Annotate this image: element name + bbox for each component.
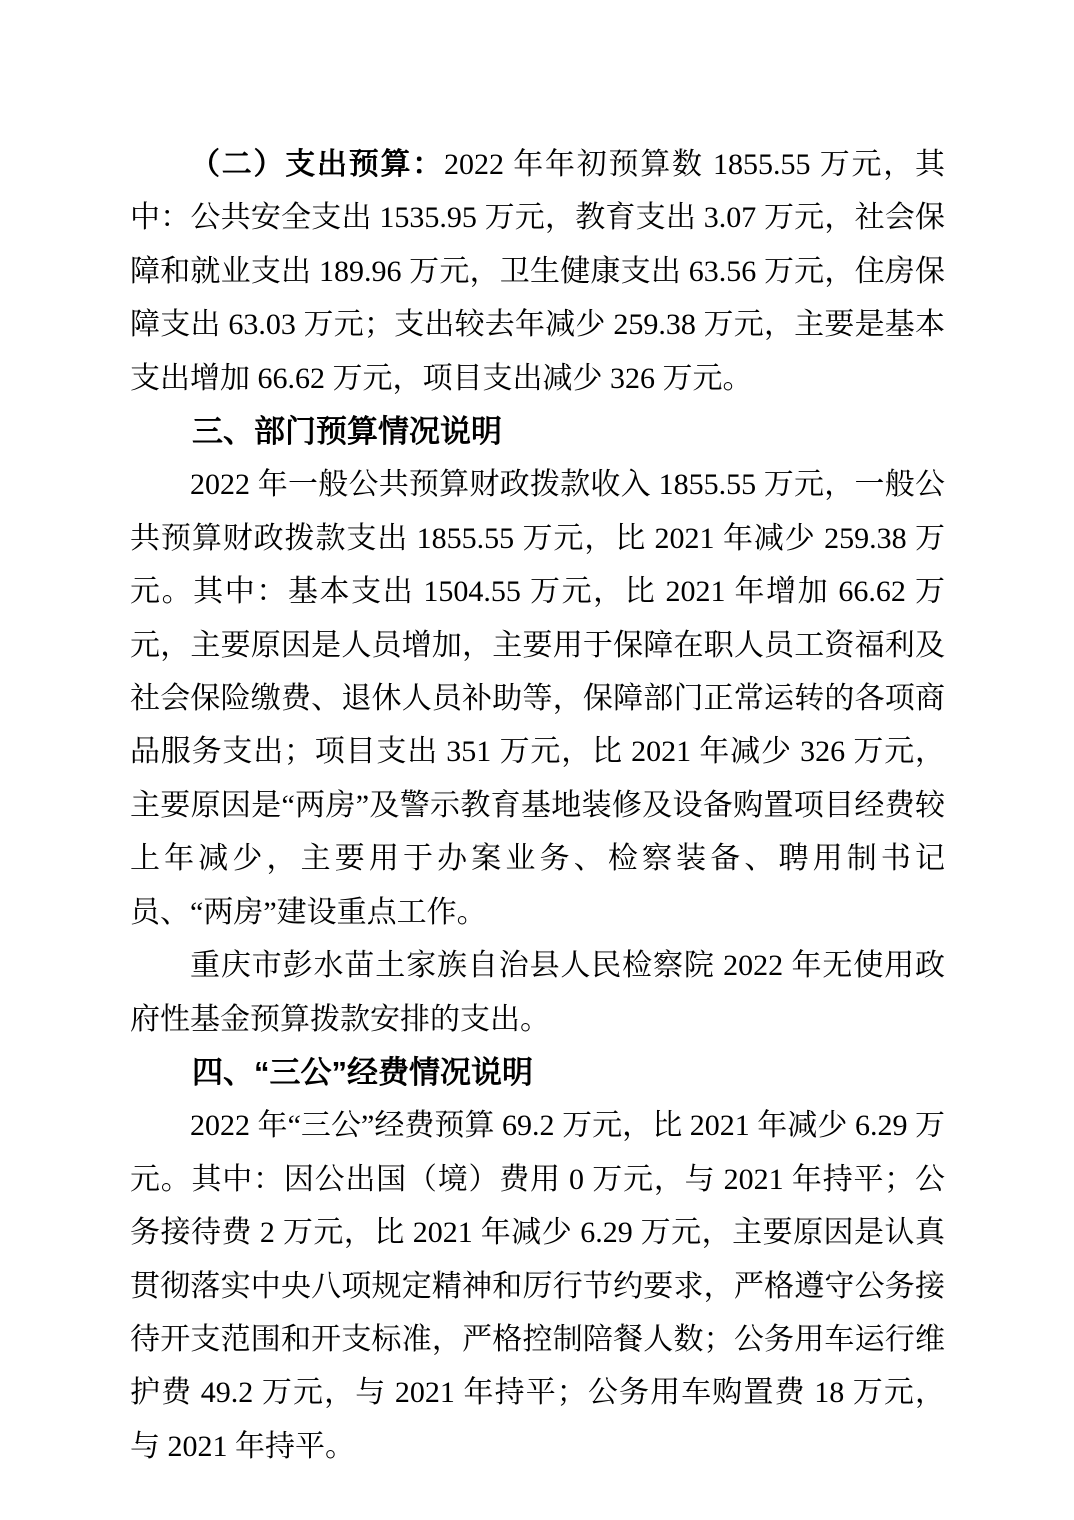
paragraph-budget-explanation: 2022 年一般公共预算财政拨款收入 1855.55 万元，一般公共预算财政拨款支出 1855.55 万元，比 2021 年减少 259.38 万元。其中：基本支出 1504.55 万元，比 2021 年增加 66.62 万元，主要原因是人员增加，主要用于保障在职人员工资福利及社会保险缴费、退休人员补助等，保障部门正常运转的各项商品服务支出；项目支出 351 万元，比 2021 年减少 326 万元，主要原因是“两房”及警示教育基地装修及设备购置项目经费较上年减少，主要用于办案业务、检察装备、聘用制书记员、“两房”建设重点工作。 — [130, 468, 945, 929]
heading-section-three: 三、部门预算情况说明 — [192, 414, 502, 450]
paragraph-three-public-funds: 2022 年“三公”经费预算 69.2 万元，比 2021 年减少 6.29 万元。其中：因公出国（境）费用 0 万元，与 2021 年持平；公务接待费 2 万元，比 2021 年减少 6.29 万元，主要原因是认真贯彻落实中央八项规定精神和厉行节约要求，严格遵守公务接待开支范围和开支标准，严格控制陪餐人数；公务用车运行维护费 49.2 万元，与 2021 年持平；公务用车购置费 18 万元，与 2021 年持平。 — [130, 1109, 945, 1463]
paragraph-expense-budget-lead: （二）支出预算： — [190, 148, 444, 181]
heading-section-four: 四、“三公”经费情况说明 — [192, 1054, 533, 1090]
paragraph-gov-fund: 重庆市彭水苗土家族自治县人民检察院 2022 年无使用政府性基金预算拨款安排的支出。 — [130, 949, 945, 1036]
paragraph-expense-budget — [130, 138, 945, 405]
paragraph-expense-budget-body: 2022 年年初预算数 1855.55 万元，其中：公共安全支出 1535.95 万元，教育支出 3.07 万元，社会保障和就业支出 189.96 万元，卫生健康支出 63.56 万元，住房保障支出 63.03 万元；支出较去年减少 259.38 万元，主要是基本支出增加 66.62 万元，项目支出减少 326 万元。 — [130, 148, 945, 395]
